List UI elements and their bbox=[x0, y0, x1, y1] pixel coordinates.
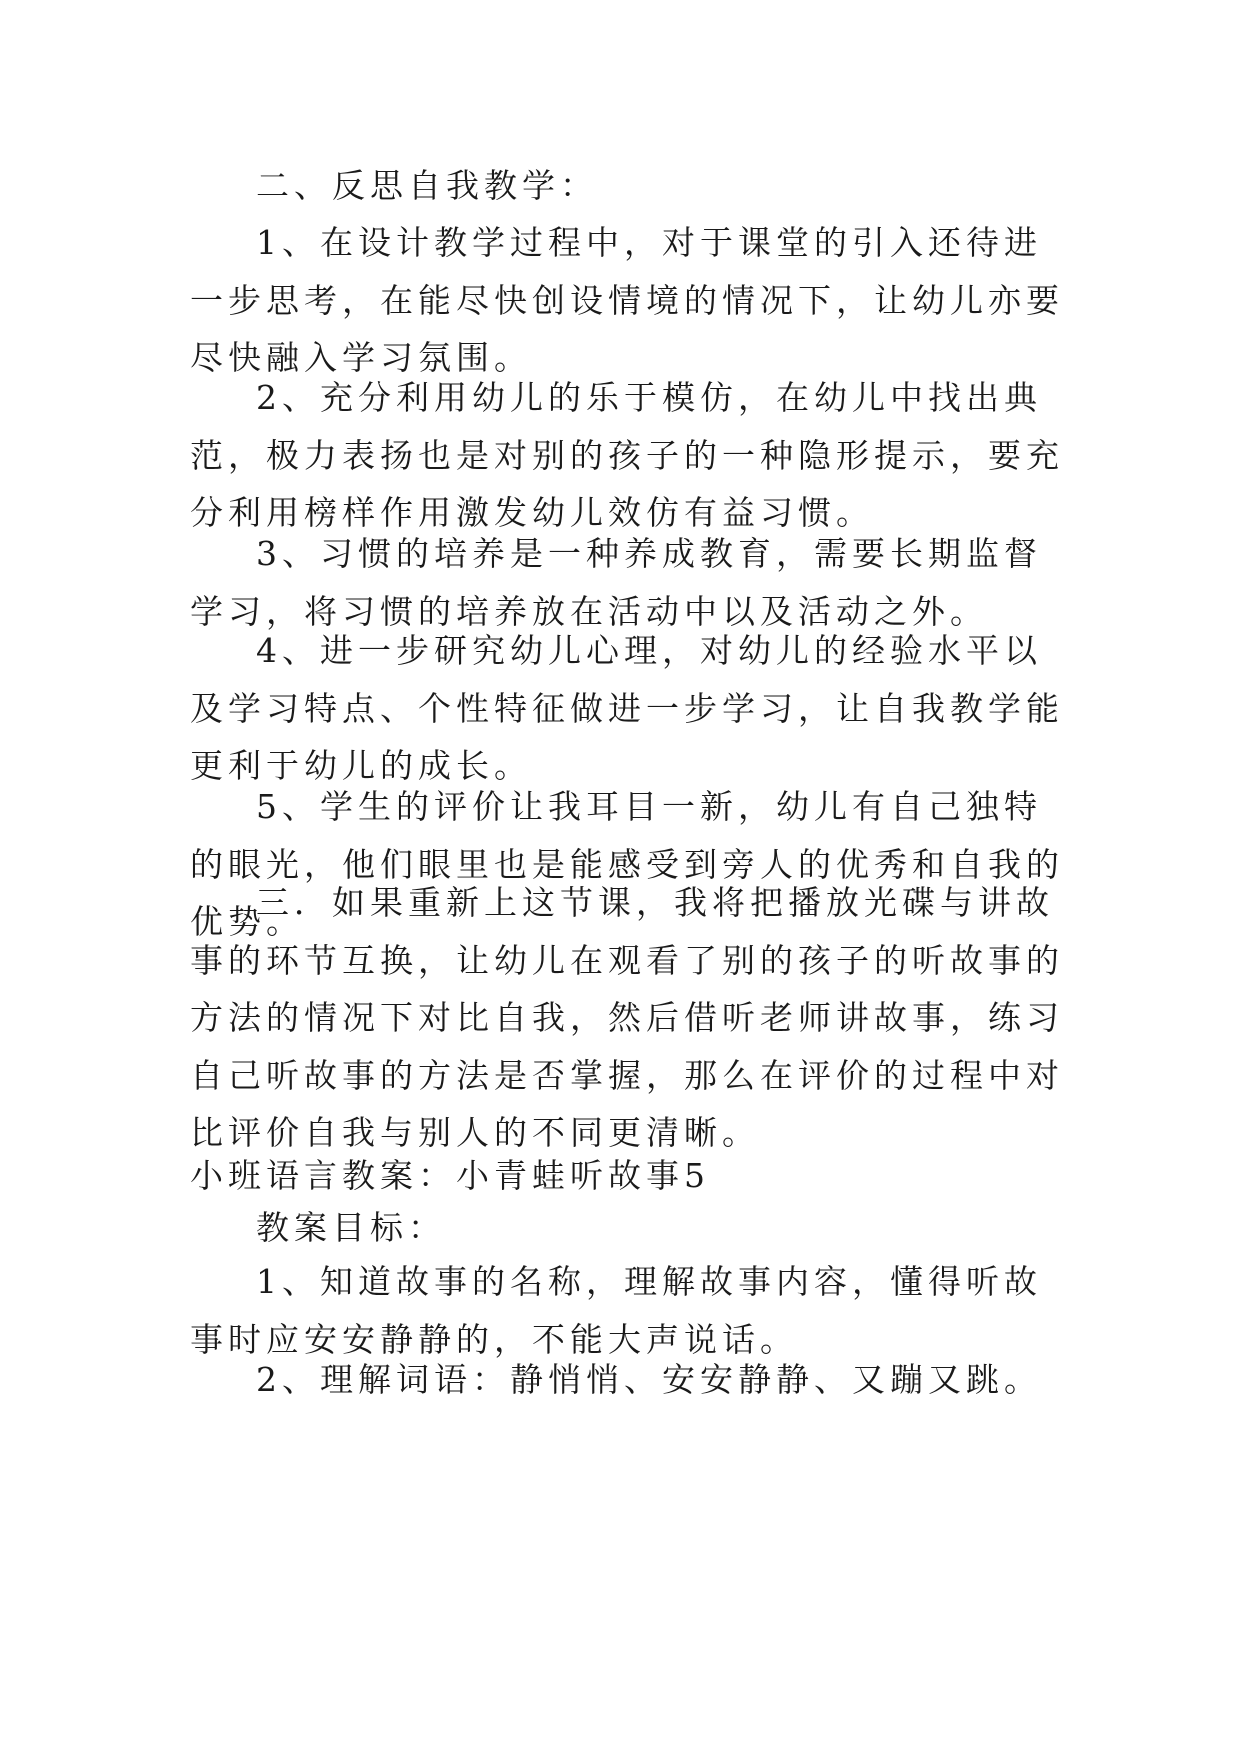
lesson-title: 小班语言教案：小青蛙听故事5 bbox=[190, 1156, 710, 1195]
paragraph: 1、知道故事的名称，理解故事内容，懂得听故事时应安安静静的，不能大声说话。 bbox=[190, 1262, 1042, 1359]
section-heading-reflection: 二、反思自我教学： bbox=[256, 166, 598, 205]
paragraph: 三．如果重新上这节课，我将把播放光碟与讲故事的环节互换，让幼儿在观看了别的孩子的听故事的方法的情况下对比自我，然后借听老师讲故事，练习自己听故事的方法是否掌握，那么在评价的过程中对比评价自我与别人的不同更清晰。 bbox=[190, 883, 1064, 1152]
section-heading-objectives: 教案目标： bbox=[256, 1208, 446, 1247]
paragraph: 4、进一步研究幼儿心理，对幼儿的经验水平以及学习特点、个性特征做进一步学习，让自我教学能更利于幼儿的成长。 bbox=[190, 631, 1064, 785]
paragraph: 2、理解词语：静悄悄、安安静静、又蹦又跳。 bbox=[256, 1360, 1042, 1399]
paragraph: 1、在设计教学过程中，对于课堂的引入还待进一步思考，在能尽快创设情境的情况下，让幼儿亦要尽快融入学习氛围。 bbox=[190, 223, 1064, 377]
paragraph: 5、学生的评价让我耳目一新，幼儿有自己独特的眼光，他们眼里也是能感受到旁人的优秀和自我的优势。 bbox=[190, 787, 1064, 941]
paragraph: 3、习惯的培养是一种养成教育，需要长期监督学习，将习惯的培养放在活动中以及活动之外。 bbox=[190, 534, 1042, 631]
paragraph: 2、充分利用幼儿的乐于模仿，在幼儿中找出典范，极力表扬也是对别的孩子的一种隐形提示，要充分利用榜样作用激发幼儿效仿有益习惯。 bbox=[190, 378, 1064, 532]
